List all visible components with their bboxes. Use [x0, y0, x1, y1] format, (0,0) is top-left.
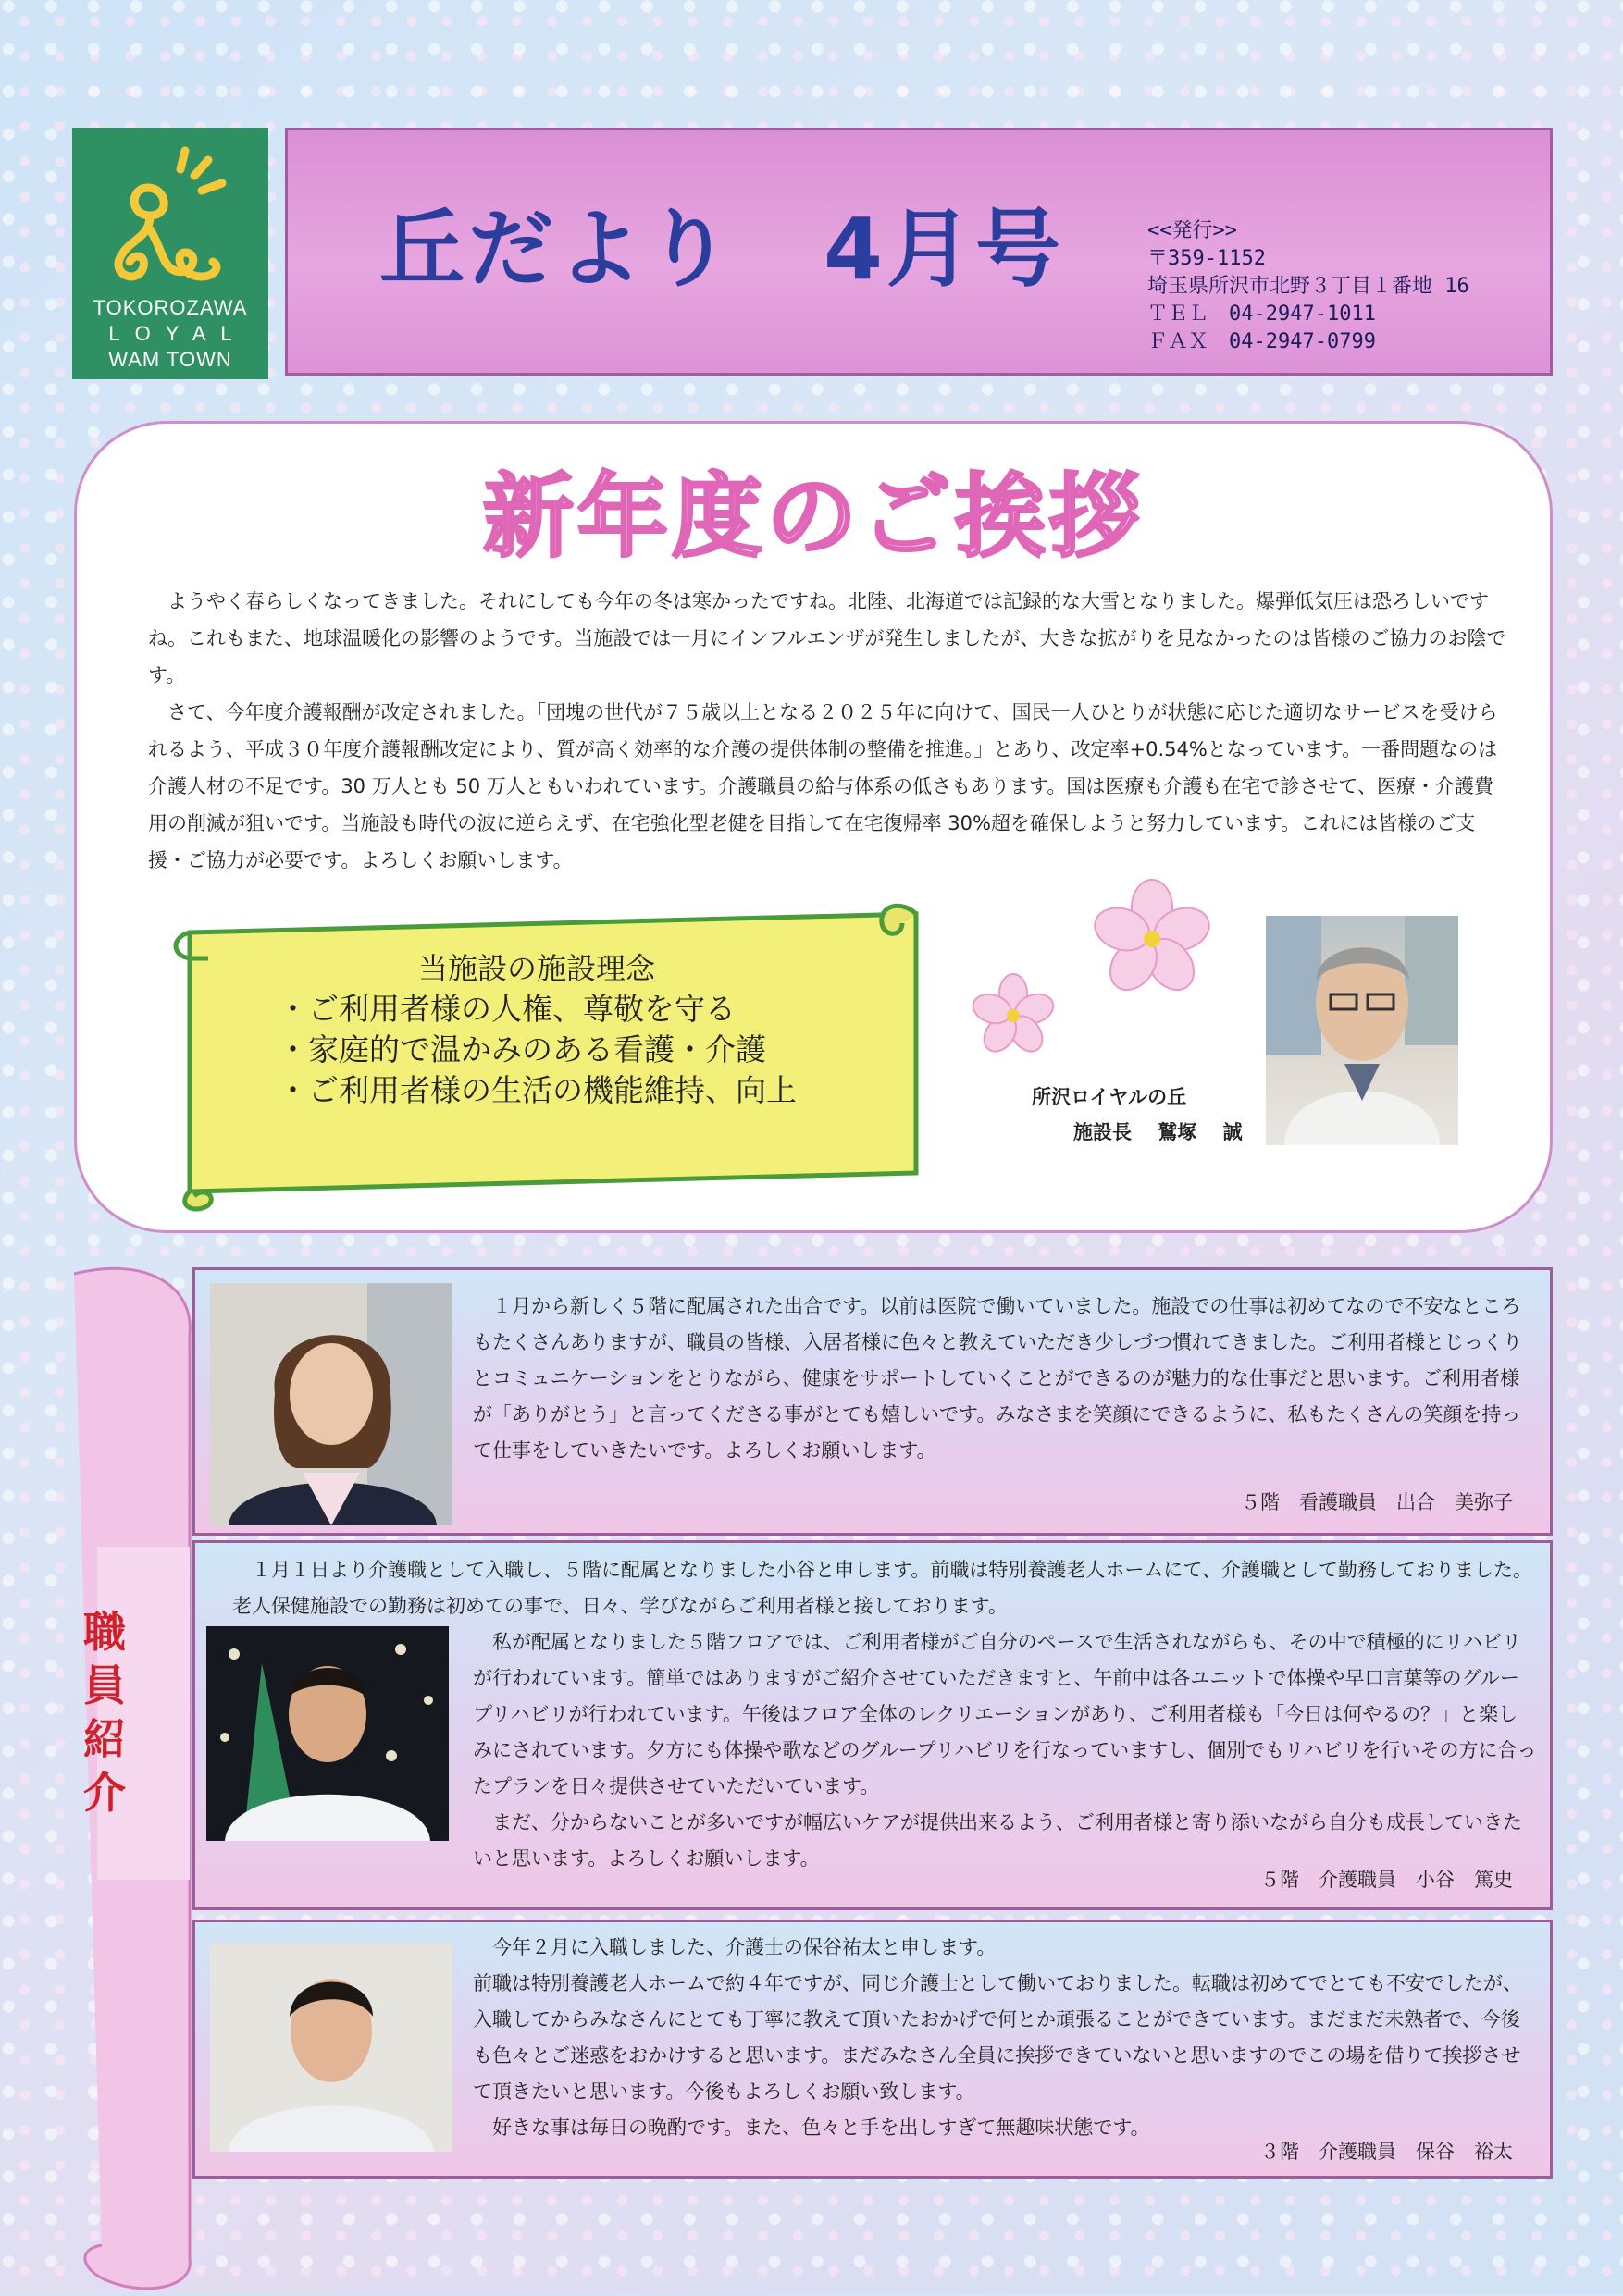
- publisher-postal: 〒359-1152: [1147, 247, 1266, 270]
- sakura-flower-icon: [1087, 874, 1217, 1004]
- staff-section-title: 職員紹介: [83, 1607, 126, 1818]
- staff-paragraph: 今年２月に入職しました、介護士の保谷祐太と申します。: [492, 1936, 997, 1958]
- newsletter-title: 丘だより 4月号: [379, 200, 1065, 299]
- publisher-tel: ＴＥＬ 04-2947-1011: [1147, 302, 1376, 326]
- publisher-fax: ＦＡＸ 04-2947-0799: [1147, 330, 1376, 353]
- director-photo: [1266, 916, 1458, 1145]
- staff-paragraph: 前職は特別養護老人ホームで約４年ですが、同じ介護士として働いておりました。転職は初めてでとても不安でしたが、入職してからみなさんにとても丁寧に教えて頂いたおかげで何とか頑張ることができています。まだまだ未熟者で、今後も色々とご迷惑をおかけすると思います。まだみなさん全員に挨拶できていないと思いますのでこの場を借りて挨拶させて頂きたいと思います。今後もよろしくお願い致します。: [473, 1972, 1522, 2103]
- greeting-title: 新年度のご挨拶: [482, 464, 1144, 570]
- director-name: 施設長 鷲塚 誠: [1073, 1121, 1243, 1143]
- philosophy-item: ・家庭的で温かみのある看護・介護: [278, 1031, 766, 1068]
- philosophy-item: ・ご利用者様の人権、尊敬を守る: [278, 991, 736, 1027]
- staff-intro-card: [192, 1920, 1553, 2179]
- logo-text-line3: WAM TOWN: [108, 348, 232, 371]
- staff-paragraph: 私が配属となりました５階フロアでは、ご利用者様がご自分のペースで生活されながらも、その中で積極的にリハビリが行われています。簡単ではありますがご紹介させていただきますと、午前中は各ユニットで体操や早口言葉等のグループリハビリが行われています。午後はフロア全体のレクリエーションがあり、ご利用者様も「今日は何やるの？」と楽しみにされています。夕方にも体操や歌などのグループリハビリを行なっていますし、個別でもリハビリを行いその方に合ったプランを日々提供させていただいています。: [473, 1631, 1537, 1797]
- staff-paragraph: 好きな事は毎日の晩酌です。また、色々と手を出しすぎて無趣味状態です。: [492, 2117, 1150, 2139]
- staff-paragraph: １月１日より介護職として入職し、５階に配属となりました小谷と申します。前職は特別養護老人ホームにて、介護職として勤務しておりました。老人保健施設での勤務は初めての事で、日々、学びながらご利用者様と接しております。: [232, 1559, 1532, 1617]
- logo-mark-icon: [93, 137, 250, 294]
- staff-photo: [210, 1283, 452, 1525]
- philosophy-item: ・ご利用者様の生活の機能維持、向上: [278, 1072, 797, 1108]
- staff-signature: ５階 看護職員 出合 美弥子: [1241, 1491, 1513, 1513]
- staff-intro-card: [192, 1540, 1553, 1910]
- facility-philosophy: [278, 948, 796, 1111]
- greeting-paragraph: さて、今年度介護報酬が改定されました。「団塊の世代が７５歳以上となる２０２５年に向けて、国民一人ひとりが状態に応じた適切なサービスを受けられるよう、平成３０年度介護報酬改定により、質が高く効率的な介護の提供体制の整備を推進。」とあり、改定率+0.54%となっています。一番問題なのは介護人材の不足です。30 万人とも 50 万人ともいわれています。介護職員の給与体系の低さもあります。国は医療も介護も在宅で診させて、医療・介護費用の削減が狙いです。当施設も時代の波に逆らえず、在宅強化型老健を目指して在宅復帰率 30%超を確保しようと努力しています。これには皆様のご支援・ご協力が必要です。よろしくお願いします。: [148, 701, 1498, 871]
- director-facility: 所沢ロイヤルの丘: [1032, 1086, 1187, 1108]
- greeting-paragraph: ようやく春らしくなってきました。それにしても今年の冬は寒かったですね。北陸、北海道では記録的な大雪となりました。爆弾低気圧は恐ろしいですね。これもまた、地球温暖化の影響のようです。当施設では一月にインフルエンザが発生しましたが、大きな拡がりを見なかったのは皆様のご協力のお陰です。: [148, 590, 1506, 686]
- staff-intro-text: [473, 1930, 1537, 2146]
- greeting-body: [148, 583, 1508, 879]
- sakura-flower-small-icon: [967, 969, 1059, 1062]
- staff-signature: ５階 介護職員 小谷 篤史: [1260, 1869, 1513, 1891]
- staff-intro-text: [473, 1624, 1537, 1877]
- staff-intro-card: [192, 1267, 1553, 1536]
- staff-photo: [206, 1626, 449, 1841]
- staff-paragraph: １月から新しく５階に配属された出合です。以前は医院で働いていました。施設での仕事は初めてなので不安なところもたくさんありますが、職員の皆様、入居者様に色々と教えていただき少しづつ慣れてきました。ご利用者様とじっくりとコミュニケーションをとりながら、健康をサポートしていくことができるのが魅力的な仕事だと思います。ご利用者様が「ありがとう」と言ってくださる事がとても嬉しいです。みなさまを笑顔にできるように、私もたくさんの笑顔を持って仕事をしていきたいです。よろしくお願いします。: [473, 1295, 1522, 1462]
- philosophy-title: 当施設の施設理念: [417, 951, 655, 986]
- publisher-info: [1147, 217, 1469, 356]
- logo-text-line2: LOYAL: [108, 322, 247, 345]
- staff-signature: ３階 介護職員 保谷 裕太: [1260, 2141, 1513, 2163]
- publisher-label: <<発行>>: [1147, 219, 1237, 242]
- publisher-address: 埼玉県所沢市北野３丁目１番地 16: [1147, 275, 1469, 298]
- staff-paragraph: まだ、分からないことが多いですが幅広いケアが提供出来るよう、ご利用者様と寄り添いながら自分も成長していきたいと思います。よろしくお願いします。: [473, 1811, 1522, 1870]
- staff-photo: [210, 1943, 452, 2152]
- logo-text-line1: TOKOROZAWA: [93, 296, 248, 319]
- staff-intro-text: [232, 1552, 1537, 1624]
- tokorozawa-logo: [72, 128, 268, 379]
- staff-intro-text: [473, 1289, 1532, 1469]
